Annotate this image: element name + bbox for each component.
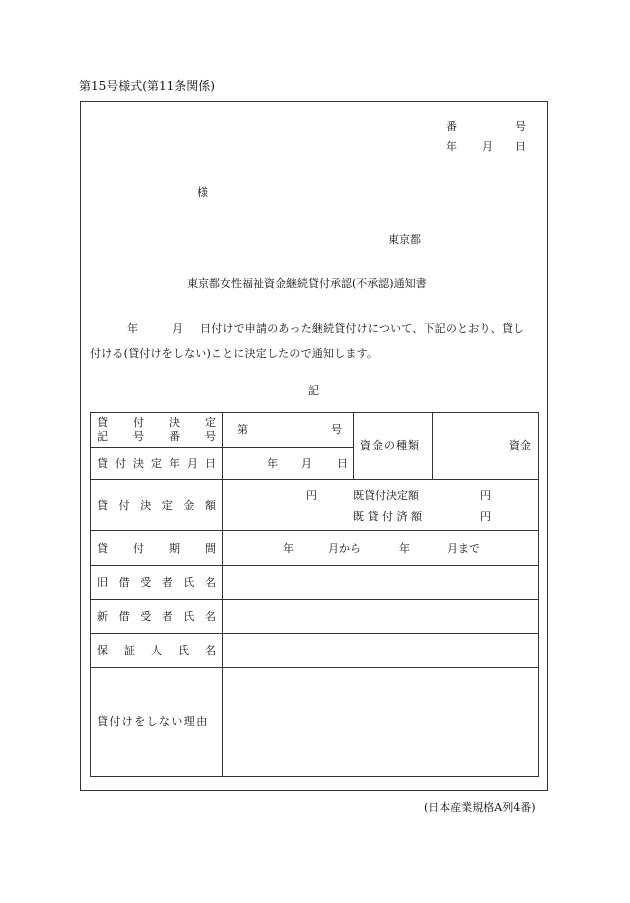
label-char: 日 — [205, 457, 216, 470]
label-char: 者 — [161, 576, 173, 589]
label-char: 額 — [204, 499, 216, 512]
label-char: 氏 — [183, 610, 195, 623]
label-char: 間 — [205, 542, 216, 555]
label-char: 期 — [169, 542, 180, 555]
label-char: 番 — [169, 430, 180, 443]
label-char: 保 — [97, 644, 108, 657]
r4-month-from: 月から — [328, 542, 361, 555]
label-char: 氏 — [178, 644, 189, 657]
label-char: 号 — [133, 430, 144, 443]
label-char: 年 — [169, 457, 180, 470]
form-number-label: 第15号様式(第11条関係) — [79, 79, 215, 93]
label-char: 付 — [133, 416, 144, 429]
label-char: 貸 — [97, 457, 108, 470]
label-kashitsuke-kettei — [97, 417, 216, 428]
r2-year: 年 — [267, 457, 278, 470]
label-hoshounin — [97, 645, 216, 656]
r1-dai: 第 — [237, 423, 248, 436]
label-kettei-date — [97, 458, 216, 469]
label-char: 付 — [133, 542, 144, 555]
issuer-name: 東京都 — [388, 233, 421, 246]
label-char: 定 — [205, 416, 216, 429]
addressee-sama: 様 — [197, 186, 208, 199]
r2-month: 月 — [301, 457, 312, 470]
label-char: 決 — [140, 499, 152, 512]
label-char: 決 — [169, 416, 180, 429]
body-line2: 付ける(貸付けをしない)ことに決定したので通知します。 — [90, 347, 379, 360]
label-shin-shakujusha — [97, 611, 216, 622]
r4-year-to: 年 — [399, 542, 410, 555]
label-char: 証 — [124, 644, 135, 657]
body-line1: 日付けで申請のあった継続貸付けについて、下記のとおり、貸し — [200, 322, 525, 335]
label-char: 氏 — [183, 576, 195, 589]
label-char: 受 — [140, 610, 152, 623]
r3-kikashitsuke-zumi: 既 貸 付 済 額 — [353, 510, 422, 523]
label-char: 受 — [140, 576, 152, 589]
r4-year-from: 年 — [283, 542, 294, 555]
label-char: 者 — [161, 610, 173, 623]
label-char: 新 — [97, 610, 108, 623]
label-char: 付 — [118, 499, 130, 512]
r1-shikin-type-label: 資金の種類 — [360, 439, 420, 452]
label-char: 定 — [151, 457, 162, 470]
ki-label: 記 — [308, 384, 319, 397]
number-ban: 番 — [446, 120, 457, 133]
label-char: 記 — [97, 430, 108, 443]
r3-yen3: 円 — [480, 510, 491, 523]
label-char: 借 — [118, 610, 130, 623]
date-month: 月 — [482, 140, 493, 153]
details-table — [90, 412, 539, 777]
date-day: 日 — [515, 140, 526, 153]
r3-yen2: 円 — [480, 489, 491, 502]
document-title: 東京都女性福祉資金継続貸付承認(不承認)通知書 — [187, 277, 427, 290]
label-char: 貸 — [97, 542, 108, 555]
label-char: 金 — [183, 499, 195, 512]
r1-shikin: 資金 — [509, 439, 531, 452]
label-char: 号 — [205, 430, 216, 443]
label-char: 名 — [205, 644, 216, 657]
body-month: 月 — [172, 322, 184, 335]
footer-paper-size: (日本産業規格A列4番) — [424, 801, 536, 814]
label-char: 定 — [161, 499, 173, 512]
label-fushouninn-riyuu: 貸付けをしない理由 — [97, 715, 209, 728]
r3-yen: 円 — [306, 489, 317, 502]
label-char: 名 — [204, 610, 216, 623]
label-char: 月 — [187, 457, 198, 470]
label-char: 人 — [151, 644, 162, 657]
body-year: 年 — [127, 322, 139, 335]
label-char: 貸 — [97, 499, 108, 512]
number-go: 号 — [515, 120, 526, 133]
label-kettei-kingaku — [97, 500, 216, 511]
label-char: 旧 — [97, 576, 108, 589]
r3-kikashitsuke-kettei: 既貸付決定額 — [353, 489, 419, 502]
r2-day: 日 — [337, 457, 348, 470]
r4-month-to: 月まで — [447, 542, 480, 555]
label-char: 借 — [118, 576, 130, 589]
date-year: 年 — [446, 140, 457, 153]
label-kashitsuke-kikan — [97, 543, 216, 554]
label-kyu-shakujusha — [97, 577, 216, 588]
label-char: 貸 — [97, 416, 108, 429]
label-char: 名 — [204, 576, 216, 589]
label-char: 決 — [133, 457, 144, 470]
label-kigou-bangou — [97, 431, 216, 442]
r1-go: 号 — [331, 423, 342, 436]
label-char: 付 — [115, 457, 126, 470]
